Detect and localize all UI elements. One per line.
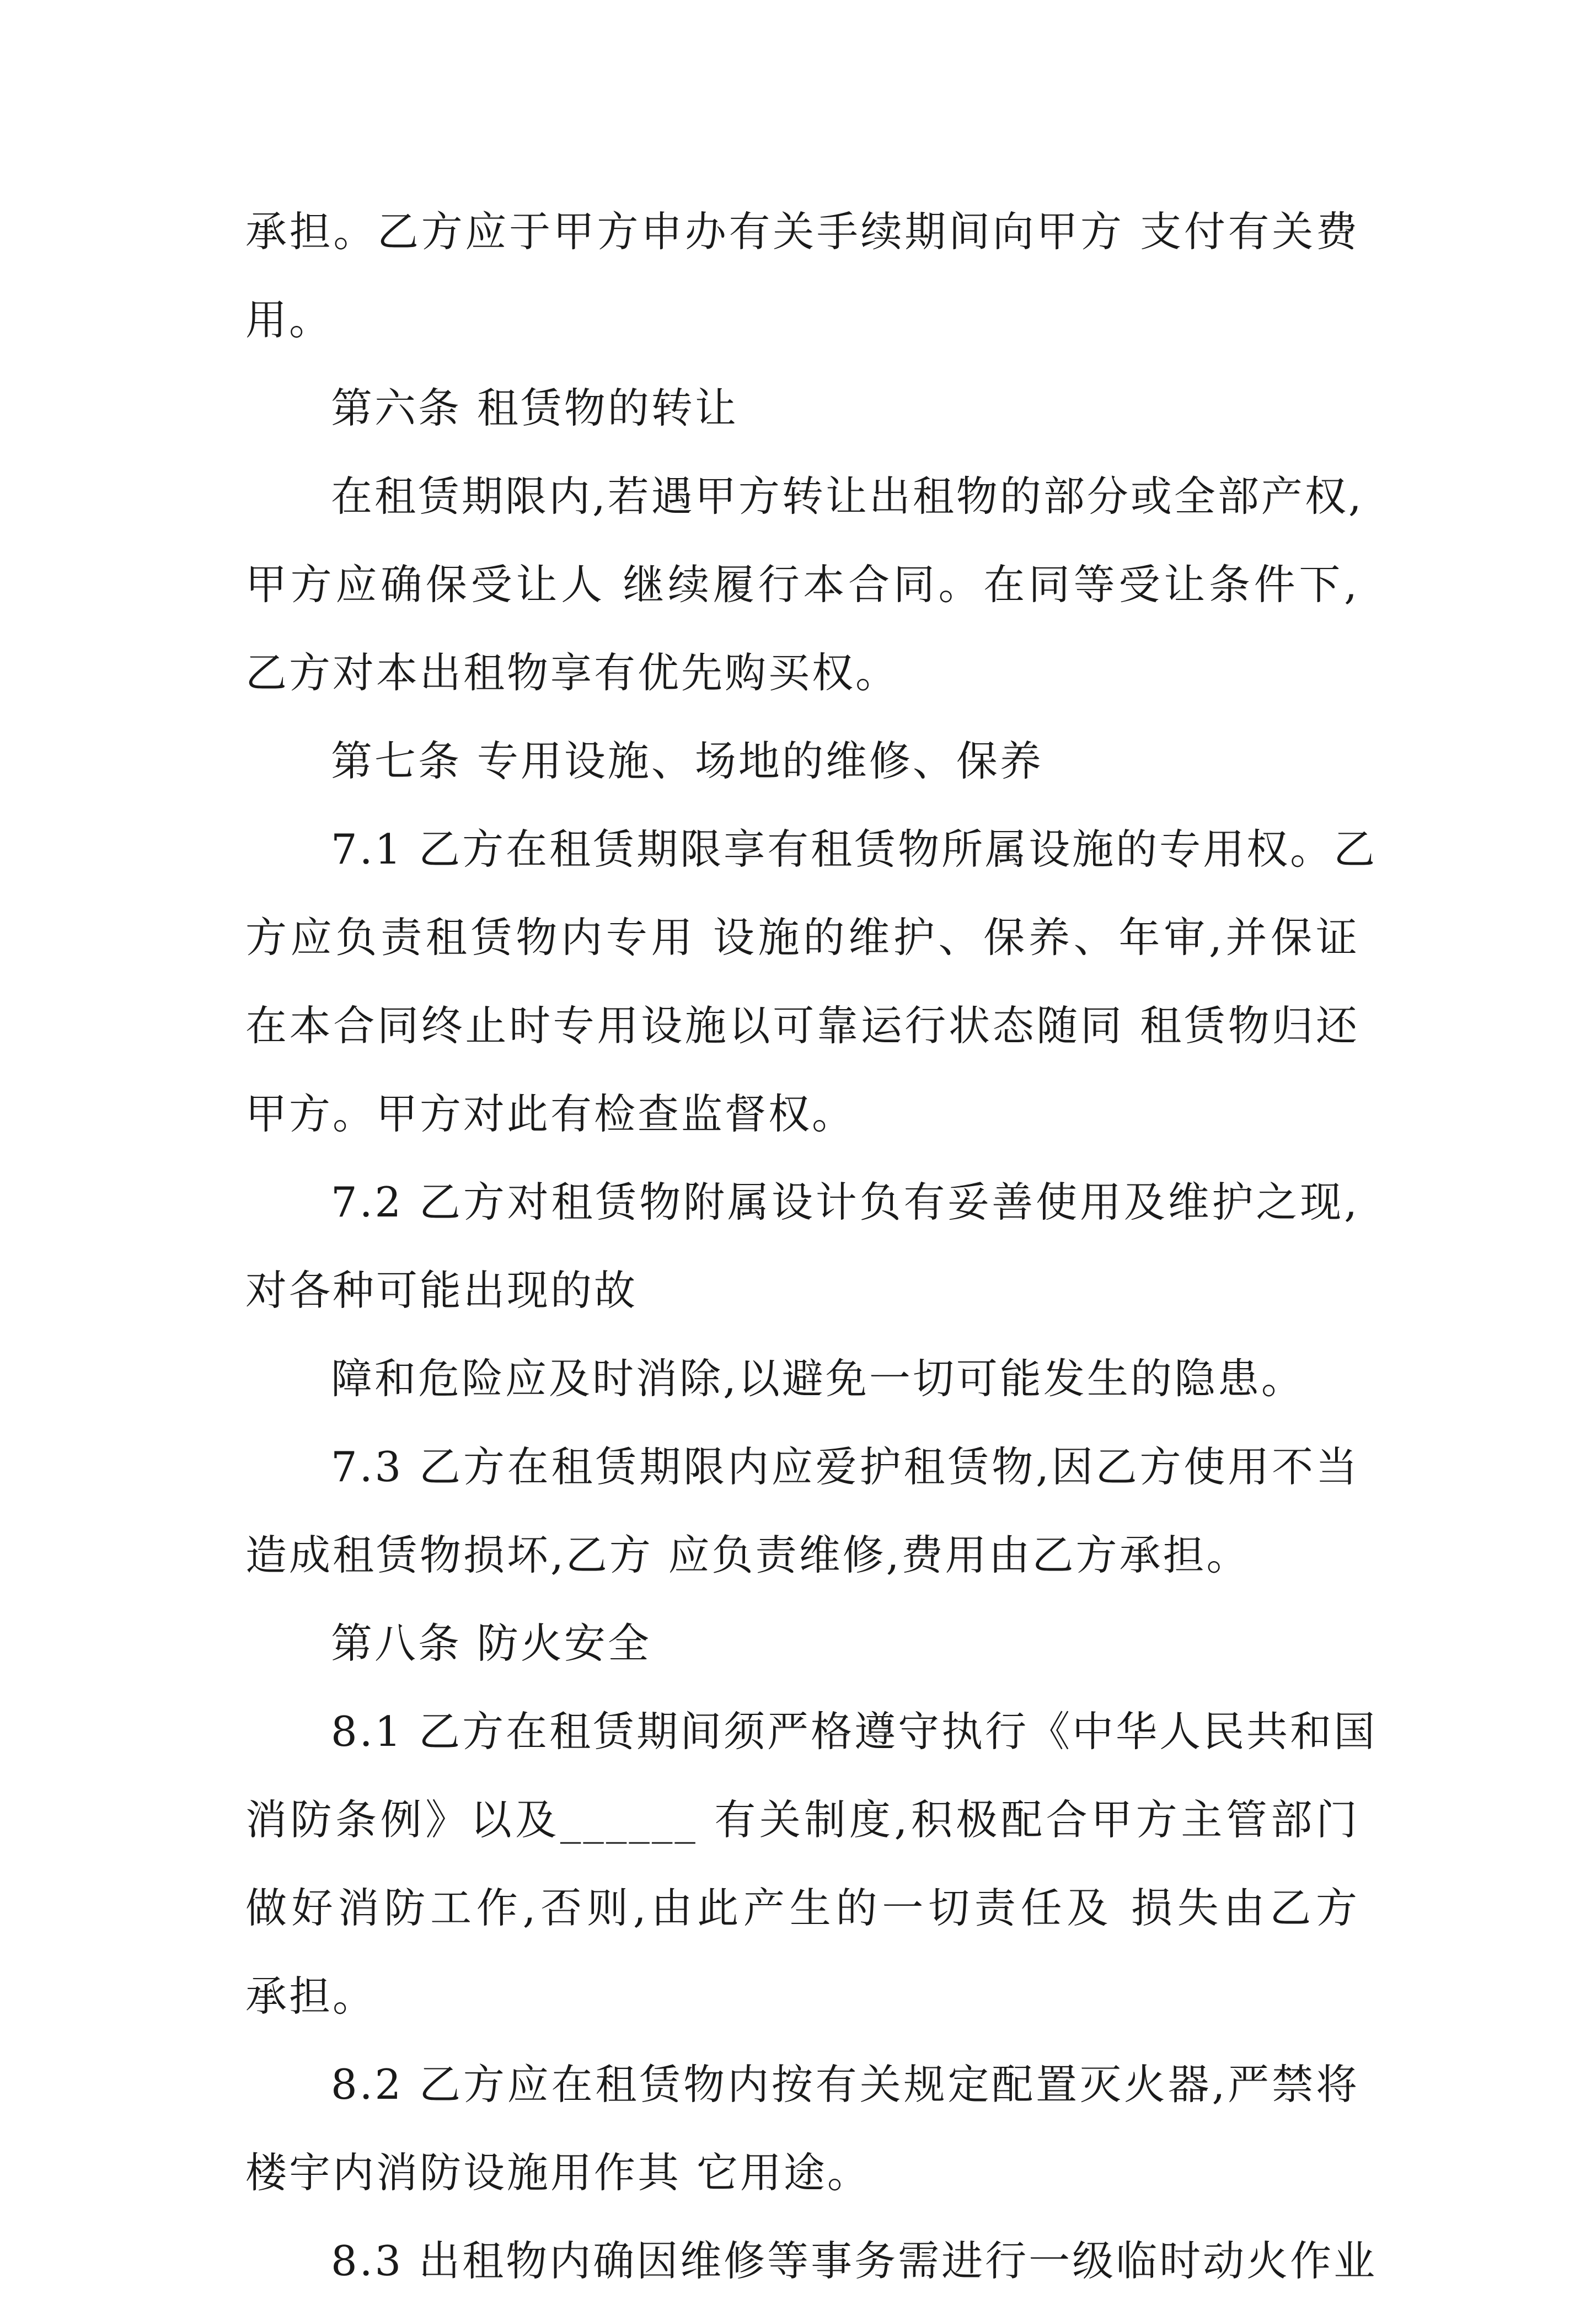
text-line: 乙方对本出租物享有优先购买权。 [245,648,899,697]
text-line: 8.2 乙方应在租赁物内按有关规定配置灭火器,严禁将 [331,2060,1359,2109]
text-line: 消防条例》以及______ 有关制度,积极配合甲方主管部门 [245,1795,1359,1844]
text-line: 楼宇内消防设施用作其 它用途。 [245,2148,871,2197]
text-line: 8.3 出租物内确因维修等事务需进行一级临时动火作业 [331,2237,1378,2285]
text-line: 障和危险应及时消除,以避免一切可能发生的隐患。 [331,1354,1305,1403]
contract-body [245,187,1378,2305]
text-line: 8.1 乙方在租赁期间须严格遵守执行《中华人民共和国 [331,1707,1378,1756]
text-line: 用。 [245,296,333,344]
text-line: 7.2 乙方对租赁物附属设计负有妥善使用及维护之现, [331,1178,1359,1226]
section-heading: 第七条 专用设施、场地的维修、保养 [331,737,1043,785]
text-line: 承担。 [245,1972,377,2020]
text-line: 在本合同终止时专用设施以可靠运行状态随同 租赁物归还 [245,1001,1359,1050]
text-line: 对各种可能出现的故 [245,1266,638,1315]
text-line: 7.3 乙方在租赁期限内应爱护租赁物,因乙方使用不当 [331,1443,1359,1491]
text-line: 7.1 乙方在租赁期限享有租赁物所属设施的专用权。乙 [331,825,1378,873]
text-line: 造成租赁物损坏,乙方 应负责维修,费用由乙方承担。 [245,1531,1250,1579]
text-line: 在租赁期限内,若遇甲方转让出租物的部分或全部产权, [331,472,1364,521]
section-heading: 第八条 防火安全 [331,1619,651,1668]
section-heading: 第六条 租赁物的转让 [331,384,738,432]
text-line: 做好消防工作,否则,由此产生的一切责任及 损失由乙方 [245,1884,1359,1932]
text-line: 方应负责租赁物内专用 设施的维护、保养、年审,并保证 [245,913,1359,962]
text-line: 甲方应确保受让人 继续履行本合同。在同等受让条件下, [245,560,1359,609]
text-line: 甲方。甲方对此有检查监督权。 [245,1090,856,1138]
text-line: 承担。乙方应于甲方申办有关手续期间向甲方 支付有关费 [245,207,1359,256]
